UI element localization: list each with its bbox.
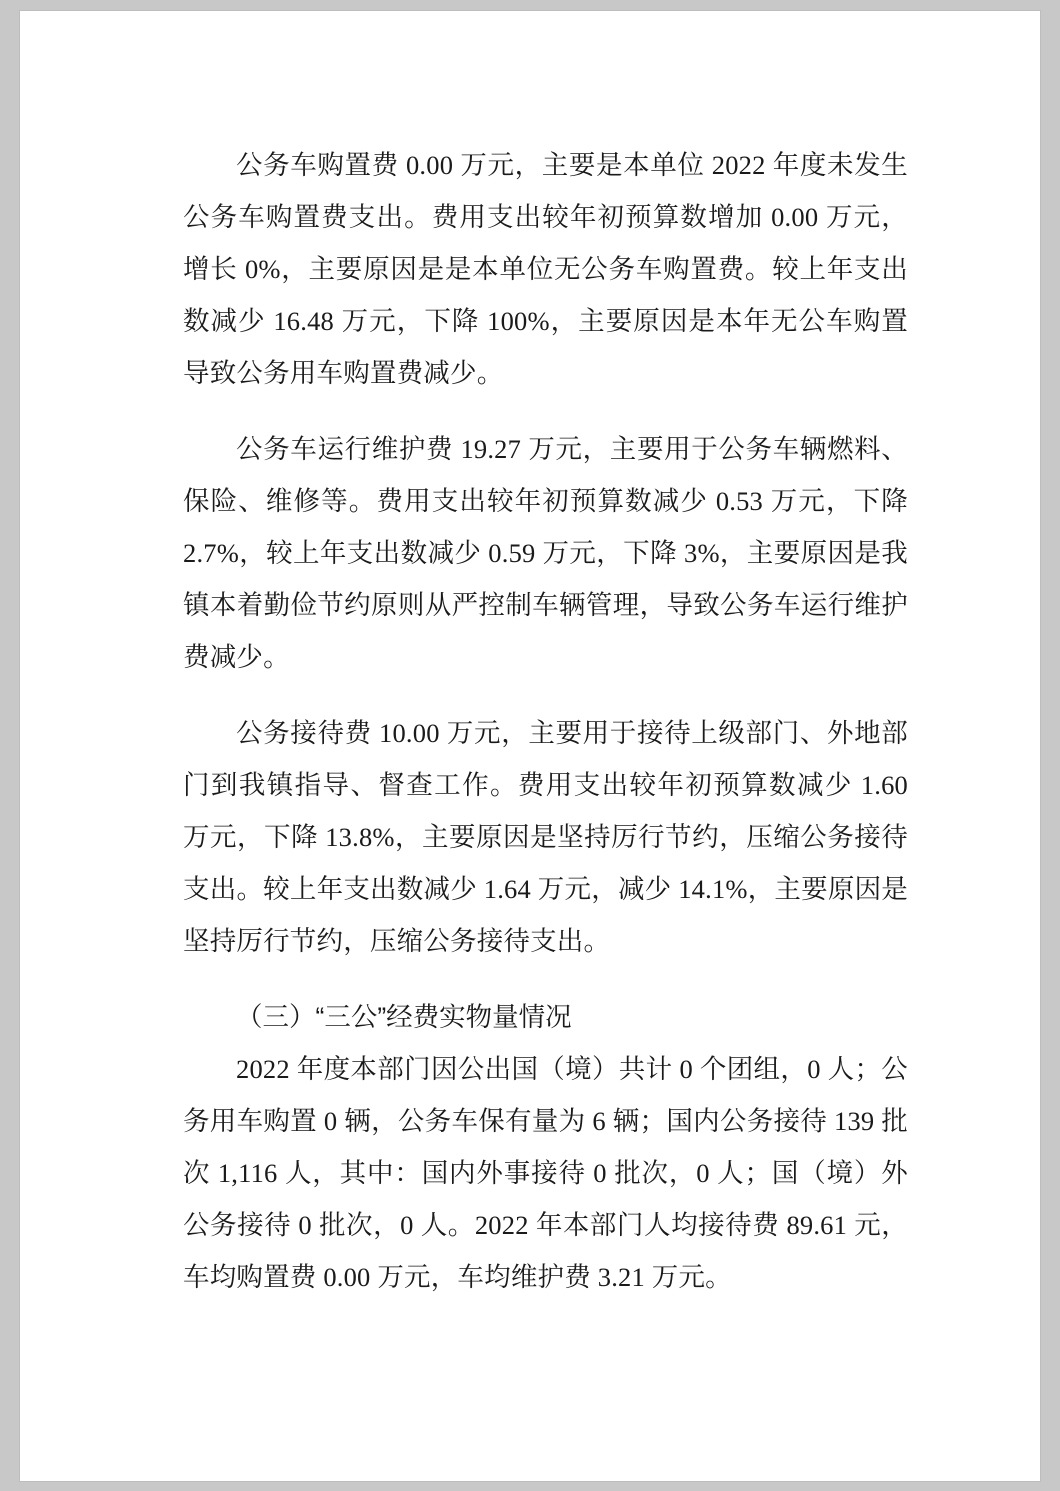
section-heading-three: （三）“三公”经费实物量情况 xyxy=(236,1002,572,1032)
paragraph-vehicle-operation-fee: 公务车运行维护费 19.27 万元，主要用于公务车辆燃料、保险、维修等。费用支出较年初预算数减少 0.53 万元，下降 2.7%，较上年支出数减少 0.59 万元，下降 3%，主要原因是我镇本着勤俭节约原则从严控制车辆管理，导致公务车运行维护费减少。 xyxy=(183,434,908,672)
paragraph-vehicle-purchase-fee: 公务车购置费 0.00 万元，主要是本单位 2022 年度未发生公务车购置费支出。费用支出较年初预算数增加 0.00 万元，增长 0%，主要原因是是本单位无公务车购置费。较上年支出数减少 16.48 万元，下降 100%，主要原因是本年无公车购置导致公务用车购置费减少。 xyxy=(183,150,908,388)
paragraph-physical-quantity-detail: 2022 年度本部门因公出国（境）共计 0 个团组，0 人；公务用车购置 0 辆，公务车保有量为 6 辆；国内公务接待 139 批次 1,116 人，其中：国内外事接待 0 批次，0 人；国（境）外公务接待 0 批次，0 人。2022 年本部门人均接待费 89.61 元，车均购置费 0.00 万元，车均维护费 3.21 万元。 xyxy=(183,1054,908,1292)
document-page xyxy=(20,11,1040,1481)
paragraph-official-reception-fee: 公务接待费 10.00 万元，主要用于接待上级部门、外地部门到我镇指导、督查工作。费用支出较年初预算数减少 1.60 万元，下降 13.8%，主要原因是坚持厉行节约，压缩公务接待支出。较上年支出数减少 1.64 万元，减少 14.1%，主要原因是坚持厉行节约，压缩公务接待支出。 xyxy=(183,718,908,956)
document-body xyxy=(183,139,908,1303)
